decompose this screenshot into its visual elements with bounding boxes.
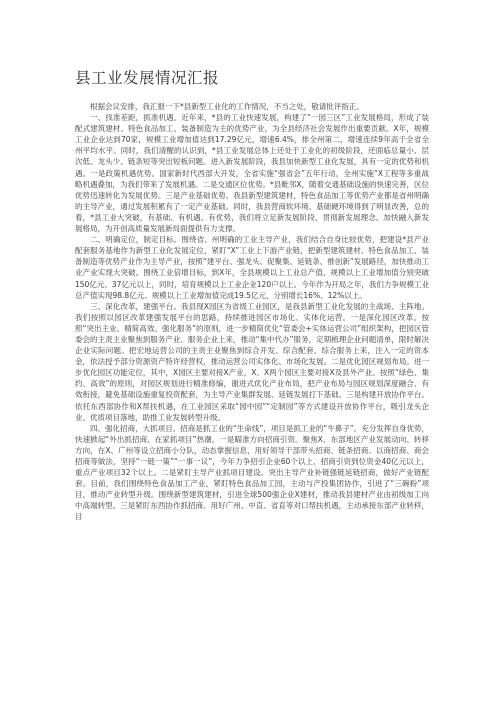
paragraph-intro: 根据会议安排，我汇报一下*县新型工业化的工作情况，不当之处，敬请批评指正。 <box>90 102 364 111</box>
document-body <box>75 101 429 523</box>
paragraph-section-2: 二、明确定位，制定目标。围绕省、州明确的工业主导产业，我们结合自身比较优势，把建设*县产业配套服务基地作为新型工业化发展定位，紧盯“X”工业上下游产业链，把新型建筑建材、特色食品加工、装备制造等优势产业作为主导产业，按照“建平台、强龙头、促聚集、延链条、推创新”发展路径，加快推动工业产业实现大突破。围绕工业倍增目标，到X年，全县规模以上工业总产值、规模以上工业增加值分别突破150亿元、37亿元以上，同时，培育规模以上工业企业120户以上。今年作为开局之年，我们力争规模工业总产值实现98.8亿元、规模以上工业增加值完成19.5亿元，分别增长16%、12%以上。 <box>75 235 429 300</box>
paragraph-section-1: 一、找准差距，抓准机遇。近年来，*县的工业快速发展，构建了“一园三区”工业发展格局，形成了装配式建筑建材、特色食品加工、装备制造为主的优势产业，为全县经济社会发展作出重要贡献。X年，规模工业企业达到70家，规模工业增加值达到17.29亿元，增速6.4%，排全州第二，增速连续9年高于全省全州平均水平。同时，我们清醒的认识到，*县工业发展总体上还处于工业化的初级阶段，还面临总量小、层次低、龙头少、链条短等突出短板问题。进入新发展阶段，我县加快新型工业化发展，具有一定的优势和机遇。一是政策机遇优势。国家新时代西部大开发，全省实施“强省会”五年行动，全州实施“X工程等多重战略机遇叠加，为我们带来了发展机遇。二是交通区位优势。*县毗邻X，随着交通基础设施的快速完善，区位优势迅速转化为发展优势。三是产业基础优势。我县新型建筑建材，特色食品加工等优势产业都是省州明确的主导产业，通过发展积累有了一定产业基础。同时，我县营商软环境、基础硬环境得到了明显改善，总的看，*县工业大突破，有基础、有机遇、有优势，我们将立足新发展阶段、贯彻新发展理念、加快融入新发展格局，为开创高质量发展新局面提供有力支撑。 <box>75 113 429 234</box>
paragraph-section-3: 三、深化改革，建强平台。我县现X园区为省级工业园区，是我县新型工业化发展的主战场、主阵地。我们按照以园区改革建强发展平台的思路，持续推进园区市场化、实体化运营。一是深化园区改革。按照“突出主业、精简高效、强化服务”的原则，进一步精简优化“管委会+实体运营公司”组织架构，把园区管委会的主责主业聚焦到服务产业、服务企业上来，推动“集中代办”服务，定期梳理企业问题清单，限时解决企业实际问题。把宏地运营公司的主责主业聚焦到综合开发、综合配套、综合服务上来，注入一定的资本金，依法授予部分资源资产特许经营权，推动运营公司实体化、市场化发展。二是优化园区规划布局。进一步优化园区功能定位，其中，X园区主要对接X产业，X、X两个园区主要对接X及县外产业。按照“绿色、集约、高效”的原则，对园区规划进行精准修编，谢进式优化产业布局，把产业布局与园区规划深度融合、有效衔接，避免基础设施重复投资配套，为主导产业集群发展、延链发展打下基础。三是构建开放协作平台。依托东西部协作和X帮扶机遇，在工业园区采取“园中园”“定制园”等方式建设开放协作平台，吸引龙头企业、优质项目落地，助推工业发展转型升级。 <box>75 301 429 422</box>
paragraph-section-4: 四、强化招商，大抓项目。招商是抓工业的“生命线”，项目是抓工业的“牛鼻子”。充分发挥自身优势，快速掀起“外出抓招商、在家抓项目”热潮。一是瞄准方向招商引资。聚焦X、东部地区产业发展动向、转移方向，在X、广州等设立招商小分队，动态掌握信息，用好领导干部带头招商、链条招商、以商招商、商会招商等做法，坚持“一链一策”“一事一议”，今年力争招引企业60个以上、招商引资到位资金40亿元以上，重点产业项目32个以上。二是紧盯主导产业抓项目建设。突出主导产业补链强链延链招商，做好产业链配套。目前，我们围绕特色食品加工产业，紧盯特色食品加工园，主动与产投集团协作，引进了“三碗粉”项目，推动产业转型升级。围绕新型建筑建材，引进全球500强企业X建材，推动我县建材产业由初级加工向中高端转型。三是紧盯东西协作抓招商。用好广州、中直、省直等对口帮扶机遇，主动承接东部产业转移，目 <box>75 423 429 522</box>
document-title: 县工业发展情况汇报 <box>75 69 220 87</box>
